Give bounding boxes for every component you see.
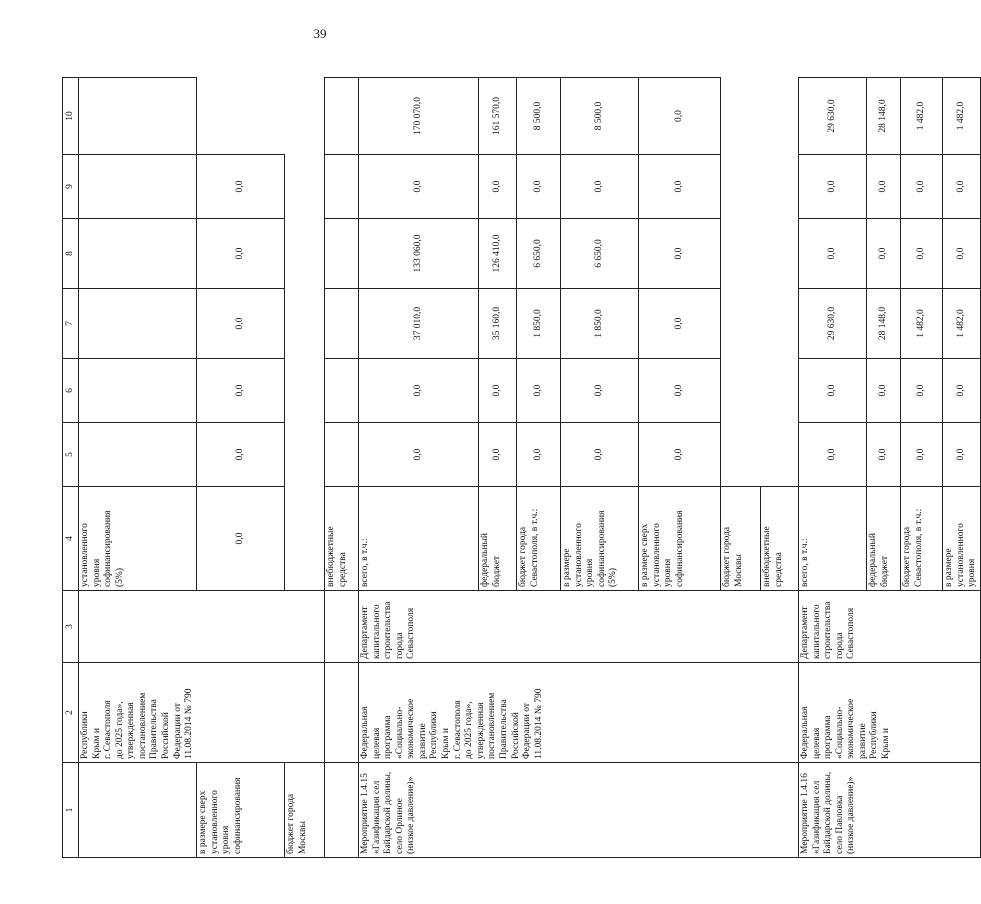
column-number: 4	[63, 487, 79, 591]
table-cell: 0,0	[639, 219, 721, 289]
table-cell: 1 482,0	[901, 289, 943, 359]
table-cell	[325, 289, 359, 359]
column-number-header-row	[63, 78, 79, 858]
table-cell: в размере сверх установленного уровня софинансирования	[639, 487, 721, 591]
table-cell: 0,0	[639, 78, 721, 155]
table-cell: 161 570,0	[479, 78, 517, 155]
table-cell: в размере сверх установленного уровня софинансирования	[197, 763, 285, 858]
table-cell: 0,0	[197, 289, 285, 359]
column-number: 3	[63, 591, 79, 663]
rotated-table-container	[62, 78, 978, 858]
table-cell: Департамент капитального строительства города Севастополя	[799, 591, 981, 663]
table-cell: всего, в т.ч.:	[799, 487, 867, 591]
table-cell: 0,0	[799, 359, 867, 423]
table-cell: 0,0	[639, 155, 721, 219]
table-cell: 0,0	[943, 423, 981, 487]
table-cell	[325, 78, 359, 155]
table-cell: 0,0	[359, 359, 479, 423]
table-cell: установленного уровня софинансирования (5%)	[79, 487, 197, 591]
table-cell: Мероприятие 1.4.16 «Газификация сел Байдарской долины, село Павловка (низкое давление)»	[799, 763, 981, 858]
table-cell: 0,0	[867, 219, 901, 289]
table-cell: 133 060,0	[359, 219, 479, 289]
table-cell	[325, 359, 359, 423]
page-number: 39	[313, 26, 327, 41]
table-cell: всего, в т.ч.:	[359, 487, 479, 591]
table-cell: 0,0	[901, 155, 943, 219]
table-cell: 28 148,0	[867, 78, 901, 155]
table-cell: 0,0	[943, 359, 981, 423]
table-cell: 29 630,0	[799, 289, 867, 359]
table-cell: 0,0	[639, 289, 721, 359]
table-cell	[325, 423, 359, 487]
table-cell: 0,0	[479, 423, 517, 487]
table-cell: 1 850,0	[561, 289, 639, 359]
table-cell: 0,0	[867, 155, 901, 219]
table-cell: Департамент капитального строительства города Севастополя	[359, 591, 799, 663]
table-cell	[325, 663, 359, 763]
table-cell	[325, 219, 359, 289]
table-cell: бюджет города Севастополя, в т.ч.:	[901, 487, 943, 591]
table-cell: 0,0	[479, 155, 517, 219]
table-cell: 0,0	[639, 359, 721, 423]
table-cell: 0,0	[359, 423, 479, 487]
table-row	[359, 78, 479, 858]
table-row	[325, 78, 359, 858]
table-cell: 0,0	[901, 423, 943, 487]
table-cell: 28 148,0	[867, 289, 901, 359]
table-cell: 37 010,0	[359, 289, 479, 359]
table-cell: 35 160,0	[479, 289, 517, 359]
table-cell: Федеральная целевая программа «Социально- экономическое развитие Республики Крым и	[799, 663, 981, 763]
budget-table	[62, 77, 981, 858]
table-cell: федеральный бюджет	[479, 487, 517, 591]
table-cell: 0,0	[517, 423, 561, 487]
table-body	[79, 78, 981, 858]
table-cell: 0,0	[517, 359, 561, 423]
table-cell: 0,0	[197, 359, 285, 423]
table-cell: 0,0	[799, 219, 867, 289]
column-number: 1	[63, 763, 79, 858]
table-cell: 0,0	[479, 359, 517, 423]
column-number: 6	[63, 359, 79, 423]
column-number: 10	[63, 78, 79, 155]
table-cell: бюджет города Севастополя, в т.ч.:	[517, 487, 561, 591]
table-cell: 0,0	[197, 155, 285, 219]
table-cell: 8 500,0	[561, 78, 639, 155]
table-row	[799, 78, 867, 858]
table-cell: 0,0	[867, 359, 901, 423]
table-cell: 0,0	[943, 155, 981, 219]
table-cell: 0,0	[901, 359, 943, 423]
table-cell: 0,0	[943, 219, 981, 289]
table-cell	[325, 763, 359, 858]
table-cell	[79, 289, 197, 359]
table-cell: бюджет города Москвы	[721, 487, 761, 591]
table-cell: 0,0	[197, 487, 285, 591]
table-cell	[79, 155, 197, 219]
table-cell	[325, 155, 359, 219]
table-cell: в размере установленного уровня	[943, 487, 981, 591]
column-number: 8	[63, 219, 79, 289]
column-number: 7	[63, 289, 79, 359]
table-cell: Федеральная целевая программа «Социально- экономическое развитие Республики Крым и г. Севастополя до 2025 года», утвержденная постановлением Правительства Российской Федерации от 11.08.2014 № 790	[359, 663, 799, 763]
table-cell	[325, 591, 359, 663]
table-cell: внебюджетные средства	[761, 487, 799, 591]
table-cell: 0,0	[197, 219, 285, 289]
column-number: 2	[63, 663, 79, 763]
table-cell	[79, 763, 197, 858]
table-cell: 126 410,0	[479, 219, 517, 289]
table-cell: 1 482,0	[943, 289, 981, 359]
table-cell	[79, 423, 197, 487]
table-cell: 0,0	[561, 423, 639, 487]
table-cell: бюджет города Москвы	[285, 763, 325, 858]
table-cell: 0,0	[867, 423, 901, 487]
table-cell: 170 070,0	[359, 78, 479, 155]
table-cell: 0,0	[799, 155, 867, 219]
column-number: 5	[63, 423, 79, 487]
table-cell: 6 650,0	[561, 219, 639, 289]
table-cell: внебюджетные средства	[325, 487, 359, 591]
table-cell: 1 850,0	[517, 289, 561, 359]
table-cell: Республики Крым и г. Севастополя до 2025 года», утвержденная постановлением Правительства Российской Федерации от 11.08.2014 № 790	[79, 663, 325, 763]
table-cell: 0,0	[359, 155, 479, 219]
table-cell: 0,0	[517, 155, 561, 219]
column-number: 9	[63, 155, 79, 219]
table-cell: 0,0	[639, 423, 721, 487]
table-cell: 0,0	[561, 359, 639, 423]
table-cell	[79, 359, 197, 423]
table-cell: 1 482,0	[943, 78, 981, 155]
table-cell: федеральный бюджет	[867, 487, 901, 591]
table-cell: Мероприятие 1.4.15 «Газификация сел Байдарской долины, село Орлиное (низкое давление)»	[359, 763, 799, 858]
table-cell: 6 650,0	[517, 219, 561, 289]
table-cell	[79, 219, 197, 289]
table-cell: 1 482,0	[901, 78, 943, 155]
table-cell: 0,0	[901, 219, 943, 289]
table-cell: 0,0	[197, 423, 285, 487]
table-cell: 8 500,0	[517, 78, 561, 155]
table-cell: в размере установленного уровня софинансирования (5%)	[561, 487, 639, 591]
table-cell: 0,0	[799, 423, 867, 487]
table-cell	[79, 78, 197, 155]
table-cell: 0,0	[561, 155, 639, 219]
table-cell	[79, 591, 325, 663]
table-cell: 29 630,0	[799, 78, 867, 155]
table-row	[79, 78, 197, 858]
